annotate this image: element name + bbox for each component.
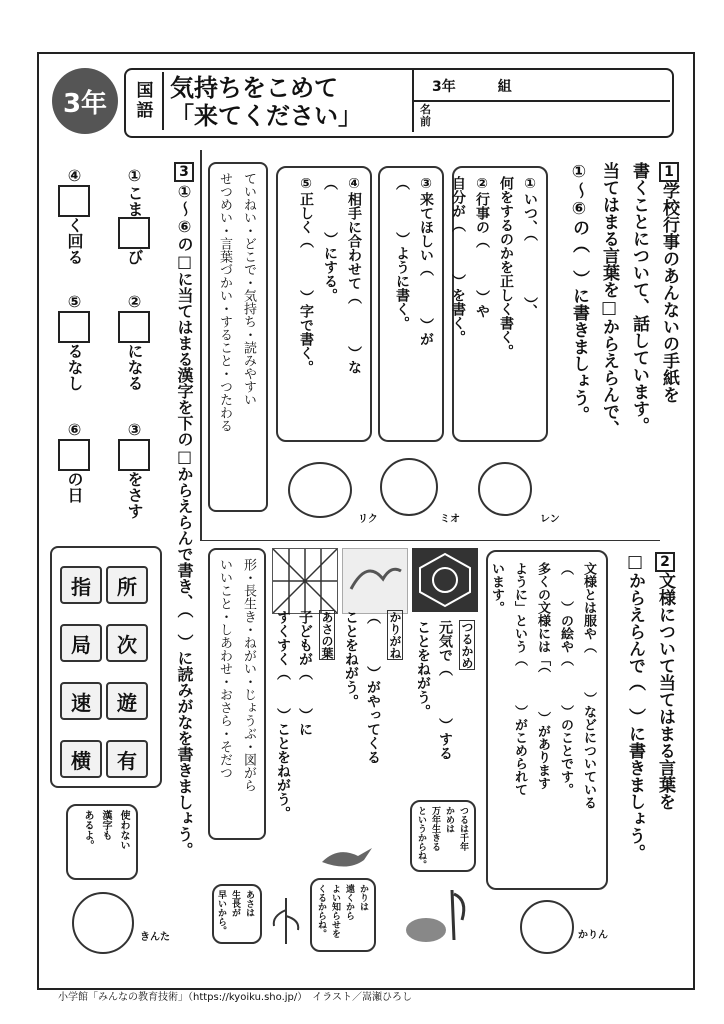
q2-bubble-line3: 多くの文様には「（ ）があります	[535, 562, 550, 790]
q1-words-2: せつめい・言葉づかい・すること・つたわる	[217, 172, 232, 432]
karigane-pattern-image	[342, 548, 408, 614]
title-line-2: 「来てください」	[170, 102, 362, 130]
asa-bubble	[212, 884, 262, 944]
kanji-tile-4: 局	[60, 624, 102, 662]
tsurukame-label: つるかめ	[460, 621, 474, 669]
tsuru-bubble-1: つるは千年	[458, 806, 468, 851]
q3-item5-after: るなし	[65, 343, 84, 391]
q2-bubble-karin	[486, 550, 608, 890]
q1-instr-1: 学校行事のあんないの手紙を	[659, 182, 679, 403]
q1-bubble1-line3: ②行事の（ ）や	[474, 176, 490, 318]
name-label-1: 名	[420, 103, 431, 116]
q2-bubble-line5: います。	[489, 562, 504, 614]
divider-vertical-top	[200, 150, 202, 540]
kinta-name: きんた	[140, 932, 170, 943]
divider-horizontal	[200, 540, 660, 541]
q2-bubble-line1: 文様とは服や（ ）などについている	[581, 562, 596, 809]
q3-item2-answer-box[interactable]	[118, 311, 150, 343]
turtle-crane-icon	[402, 880, 472, 954]
q3-instruction	[170, 162, 198, 952]
karigane-label: かりがね	[388, 611, 402, 659]
kanji-tile-2: 指	[60, 566, 102, 604]
star-pattern-icon	[273, 549, 337, 613]
q1-number: 1	[661, 164, 677, 180]
credit-text: 小学館「みんなの教育技術」（https://kyoiku.sho.jp/） イラスト／嵩瀬ひろし	[58, 992, 412, 1003]
q3-item5-num: ⑤	[65, 292, 84, 311]
kinta-character-icon	[72, 892, 134, 954]
q1-bubble2-line1: ③来てほしい（ ）が	[418, 176, 434, 346]
header-mid-line	[412, 100, 670, 102]
riku-name: リク	[358, 514, 378, 525]
q3-item2-num: ②	[125, 292, 144, 311]
q1-instr-4: ①〜⑥の（ ）に書きましょう。	[569, 162, 589, 423]
hexagon-pattern-icon	[412, 548, 478, 612]
q3-item3-answer-box[interactable]	[118, 439, 150, 471]
page-title	[170, 74, 362, 130]
tsuru-bubble-4: というからね。	[416, 806, 426, 869]
asa-bubble-3: 早いから。	[216, 890, 226, 935]
subject-char-2: 語	[136, 101, 154, 121]
q3-item-1	[114, 166, 154, 265]
q3-item4-num: ④	[65, 166, 84, 185]
q3-item1-num: ①	[125, 166, 144, 185]
q3-item-2	[114, 292, 154, 391]
q2-item-karigane	[340, 610, 406, 800]
q1-instr-3: 当てはまる言葉を□からえらんで、	[599, 162, 619, 437]
kari-bubble-2: 遠くから	[344, 884, 354, 920]
kinta-bubble-2: 漢字も	[100, 810, 111, 840]
q3-item6-answer-box[interactable]	[58, 439, 90, 471]
q2-bubble-line2: （ ）の絵や（ ）のことです。	[558, 562, 573, 796]
kanji-tile-7: 有	[106, 740, 148, 778]
kanji-tile-3: 次	[106, 624, 148, 662]
asanoha-line2: すくすく（ ）ことをねがう。	[275, 610, 291, 820]
kanji-tile-6: 速	[60, 682, 102, 720]
mio-character-icon	[380, 458, 438, 516]
q1-instr-2: 書くことについて、話しています。	[629, 162, 649, 434]
q1-bubble3-line2: （ ）にする。	[322, 176, 338, 302]
q2-instruction	[620, 552, 680, 882]
q3-item-6	[54, 420, 94, 503]
class-field[interactable]: 3年 組	[432, 79, 512, 95]
q3-item1-after: び	[125, 249, 144, 265]
q1-bubble1-line4: 自分が（ ）を書く。	[450, 176, 466, 344]
q3-item3-after: をさす	[125, 471, 144, 519]
asanoha-pattern-image	[272, 548, 338, 614]
mio-name: ミオ	[440, 514, 460, 525]
q3-item5-answer-box[interactable]	[58, 311, 90, 343]
q3-item4-answer-box[interactable]	[58, 185, 90, 217]
karin-name: かりん	[578, 930, 608, 941]
bamboo-leaf-icon	[268, 896, 304, 950]
q1-words-1: ていねい・どこで・気持ち・読みやすい	[241, 172, 256, 406]
q3-item3-num: ③	[125, 420, 144, 439]
subject-char-1: 国	[136, 81, 154, 101]
q3-item-3	[114, 420, 154, 519]
q2-words-1: 形・長生き・ねがい・じょうぶ・図がら	[241, 558, 256, 792]
kanji-tile-1: 所	[106, 566, 148, 604]
kinta-bubble-3: あるよ。	[82, 810, 93, 850]
asanoha-label: あさの葉	[320, 611, 334, 659]
kari-bubble-1: かりは	[358, 884, 368, 911]
q3-item2-after: になる	[125, 343, 144, 391]
q3-item-4	[54, 166, 94, 265]
asa-bubble-2: 生長が	[230, 890, 240, 917]
q2-instr-1: 文様について当てはまる言葉を	[655, 572, 675, 810]
riku-character-icon	[288, 462, 352, 518]
q3-item1-answer-box[interactable]	[118, 217, 150, 249]
q1-bubble3-line1: ④相手に合わせて（ ）な	[346, 176, 362, 374]
name-label-2: 前	[420, 115, 431, 128]
tsuru-bubble-2: かめは	[444, 806, 454, 833]
q3-number: 3	[176, 164, 192, 180]
tsuru-bubble	[410, 800, 476, 872]
kanji-tile-8: 横	[60, 740, 102, 778]
q2-words-2: いいこと・しあわせ・おさら・そだつ	[217, 558, 232, 779]
q3-item6-num: ⑥	[65, 420, 84, 439]
subject-label	[128, 72, 164, 130]
kari-bubble-3: よい知らせを	[330, 884, 340, 938]
q1-instruction	[564, 162, 684, 482]
kanji-tile-5: 遊	[106, 682, 148, 720]
q2-number: 2	[657, 554, 673, 570]
q2-bubble-line4: ように」という（ ）がこめられて	[512, 562, 527, 796]
kinta-bubble	[66, 804, 138, 880]
q1-bubble-mio	[378, 166, 444, 442]
duck-icon	[318, 838, 374, 878]
q2-instr-2: □からえらんで（ ）に書きましょう。	[625, 552, 645, 861]
karin-character-icon	[520, 900, 574, 954]
karigane-line1: （ ）がやってくる	[365, 610, 381, 764]
q3-item-5	[54, 292, 94, 391]
tsurukame-line1: 元気で（ ）する	[437, 620, 453, 760]
q1-bubble1-line1: ①いつ、（ ）、	[522, 176, 538, 318]
title-line-1: 気持ちをこめて	[170, 74, 338, 102]
q1-bubble-riku	[276, 166, 372, 442]
kari-bubble-4: くるからね。	[316, 884, 326, 938]
q3-item6-after: の日	[65, 471, 84, 503]
ren-character-icon	[478, 462, 532, 516]
asanoha-line1: 子どもが（ ）に	[297, 610, 313, 736]
kinta-bubble-1: 使わない	[118, 810, 129, 850]
q2-item-tsurukame	[412, 620, 478, 770]
grade-badge: 3年	[52, 68, 118, 134]
q1-word-box	[208, 162, 268, 512]
q1-bubble-ren	[452, 166, 548, 442]
q3-instr-1: ①〜⑥の□に当てはまる漢字を下の□からえらんで書き、（ ）に読みがなを書きましょう。	[175, 182, 194, 858]
q2-word-box	[208, 548, 266, 840]
tsurukame-pattern-image	[412, 548, 478, 612]
karigane-line2: ことをねがう。	[343, 610, 359, 708]
bird-pattern-icon	[343, 549, 407, 613]
tsuru-bubble-3: 万年生きる	[430, 806, 440, 851]
q1-bubble3-line3: ⑤正しく（ ）字で書く。	[298, 176, 314, 374]
kari-bubble	[310, 878, 376, 952]
q1-bubble2-line2: （ ）ように書く。	[394, 176, 410, 330]
q3-item4-after: く回る	[65, 217, 84, 265]
ren-name: レン	[540, 514, 560, 525]
q3-item1-before: こま	[125, 185, 144, 217]
tsurukame-line2: ことをねがう。	[415, 620, 431, 718]
asa-bubble-1: あさは	[244, 890, 254, 917]
name-field-label[interactable]	[420, 104, 431, 128]
q1-bubble1-line2: 何をするのかを正しく書く。	[498, 176, 514, 358]
